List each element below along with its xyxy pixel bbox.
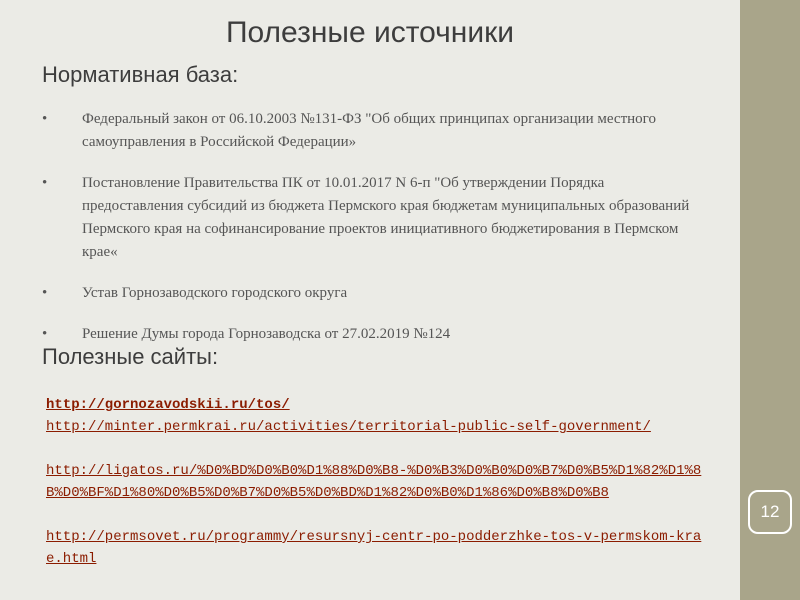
bullet-icon: •: [42, 111, 48, 127]
bullet-icon: •: [42, 175, 48, 191]
sites-heading: Полезные сайты:: [42, 344, 219, 369]
link-permsovet[interactable]: http://permsovet.ru/programmy/resursnyj-centr-po-podderzhke-tos-v-permskom-krae.html: [46, 529, 702, 567]
sites-links: [46, 394, 716, 570]
page-number-badge: 12: [748, 490, 792, 534]
slide-title: Полезные источники: [225, 16, 515, 49]
normative-heading: Нормативная база:: [42, 62, 239, 87]
list-item: • Федеральный закон от 06.10.2003 №131-ФЗ "Об общих принципах организации местного самоуправления в Российской Федерации»: [42, 108, 702, 154]
normative-list: [42, 108, 702, 346]
bullet-icon: •: [42, 326, 48, 342]
link-minter[interactable]: http://minter.permkrai.ru/activities/territorial-public-self-government/: [46, 419, 651, 435]
list-item: • Устав Горнозаводского городского округа: [42, 282, 702, 305]
bullet-icon: •: [42, 285, 48, 301]
link-ligatos[interactable]: http://ligatos.ru/%D0%BD%D0%B0%D1%88%D0%B8-%D0%B3%D0%B0%D0%B7%D0%B5%D1%82%D1%8B%D0%BF%D1%80%D0%B5%D0%B7%D0%B5%D0%BD%D1%82%D0%B0%D1%86%D0%B8%D0%B8: [46, 463, 702, 501]
list-item: • Постановление Правительства ПК от 10.01.2017 N 6-п "Об утверждении Порядка предоставления субсидий из бюджета Пермского края бюджетам муниципальных образований Пермского края на софинансирование проектов инициативного бюджетирования в Пермском крае«: [42, 172, 702, 264]
list-item: • Решение Думы города Горнозаводска от 27.02.2019 №124: [42, 323, 702, 346]
link-gornozavodskii[interactable]: http://gornozavodskii.ru/tos/: [46, 397, 290, 413]
